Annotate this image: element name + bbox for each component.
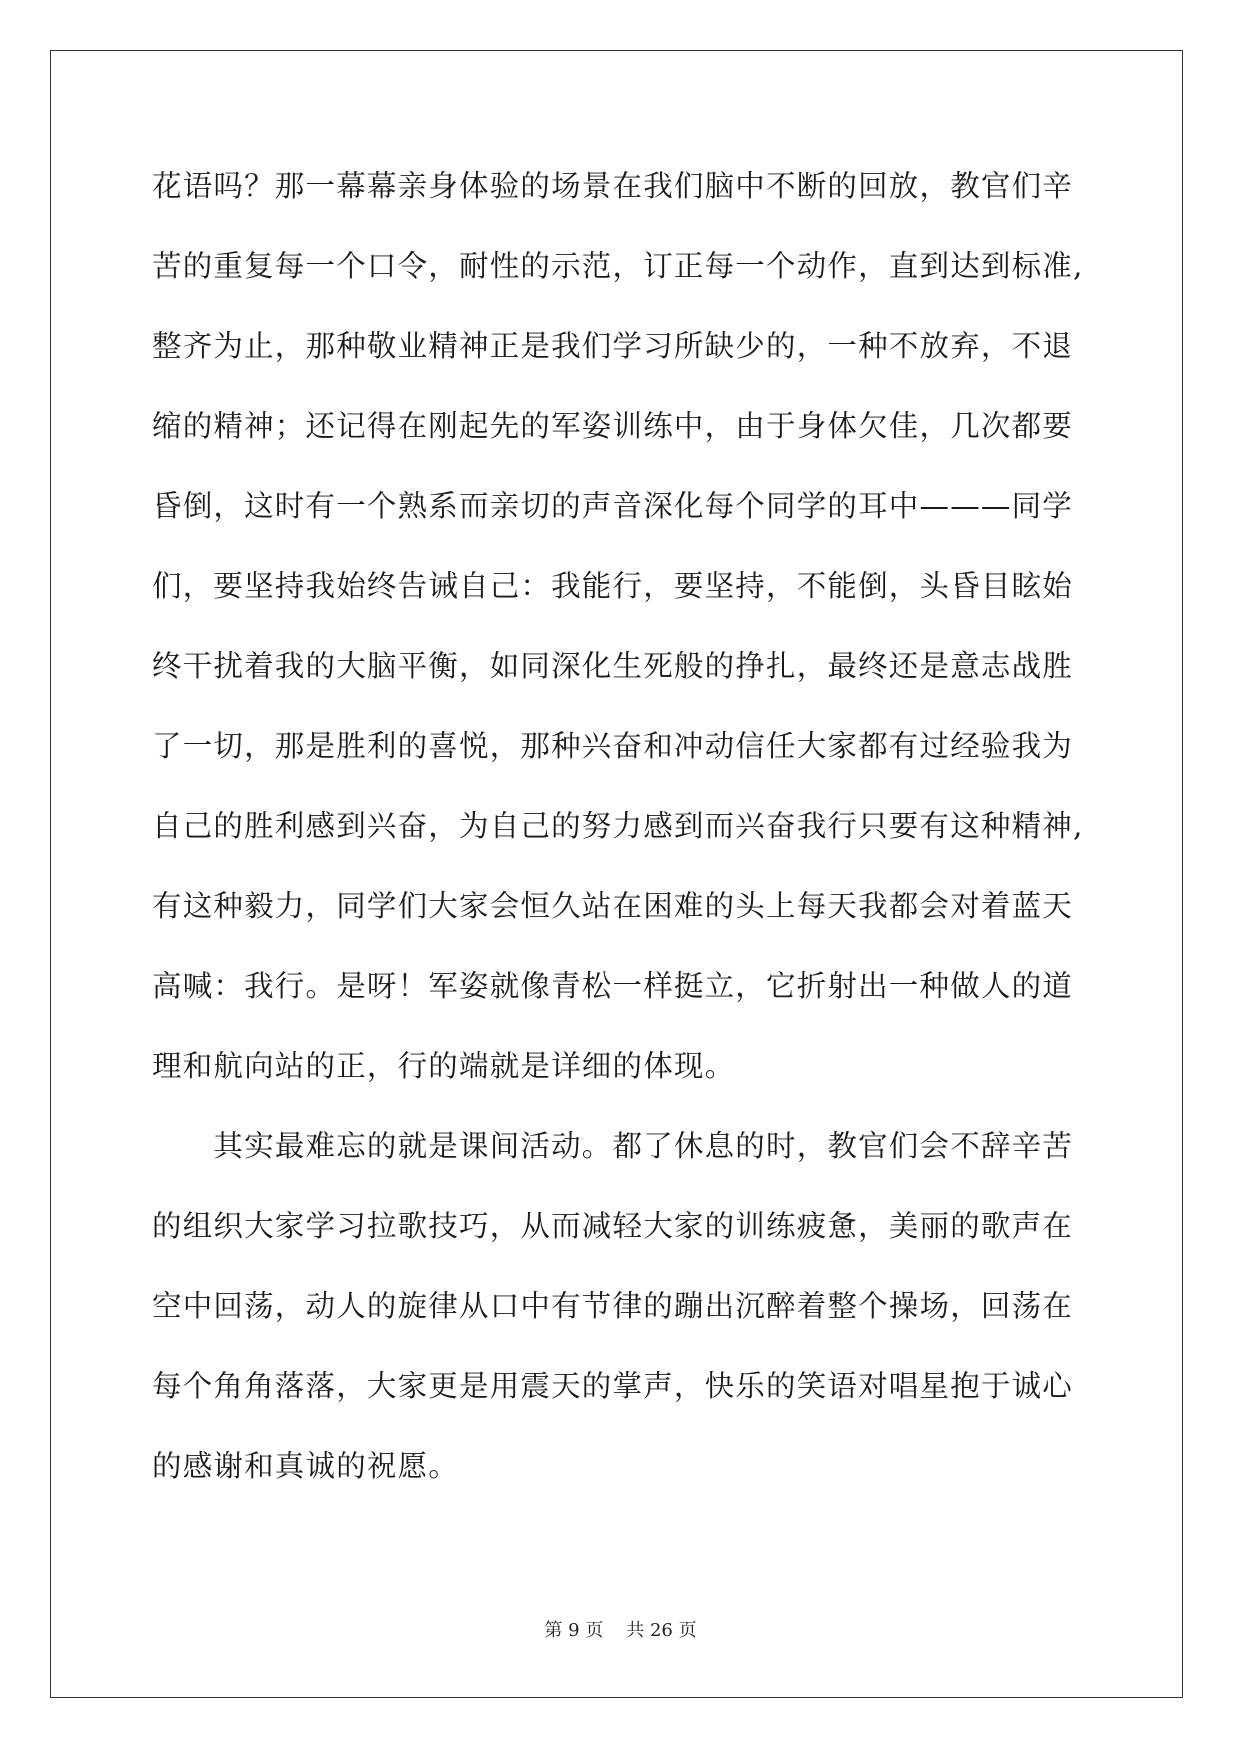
text-line: 苦的重复每一个口令，耐性的示范，订正每一个动作，直到达到标准,	[152, 249, 1084, 283]
text-line: 的感谢和真诚的祝愿。	[152, 1449, 460, 1483]
text-line: 终干扰着我的大脑平衡，如同深化生死般的挣扎，最终还是意志战胜	[152, 649, 1074, 683]
text-line: 理和航向站的正，行的端就是详细的体现。	[152, 1049, 736, 1083]
text-line: 了一切，那是胜利的喜悦，那种兴奋和冲动信任大家都有过经验我为	[152, 729, 1074, 763]
page-total: 共 26 页	[626, 1620, 697, 1641]
text-line: 缩的精神；还记得在刚起先的军姿训练中，由于身体欠佳，几次都要	[152, 409, 1074, 443]
page-number: 第 9 页	[544, 1620, 604, 1641]
text-line: 每个角角落落，大家更是用震天的掌声，快乐的笑语对唱星抱于诚心	[152, 1369, 1074, 1403]
text-line: 们，要坚持我始终告诫自己：我能行，要坚持，不能倒，头昏目眩始	[152, 569, 1074, 603]
text-line: 高喊：我行。是呀！军姿就像青松一样挺立，它折射出一种做人的道	[152, 969, 1074, 1003]
text-line: 整齐为止，那种敬业精神正是我们学习所缺少的，一种不放弃，不退	[152, 329, 1074, 363]
paragraph-start-line: 其实最难忘的就是课间活动。都了休息的时，教官们会不辞辛苦	[152, 1129, 1074, 1163]
text-line: 花语吗？那一幕幕亲身体验的场景在我们脑中不断的回放，教官们辛	[152, 169, 1074, 203]
text-line: 自己的胜利感到兴奋，为自己的努力感到而兴奋我行只要有这种精神,	[152, 809, 1084, 843]
text-line: 昏倒，这时有一个熟系而亲切的声音深化每个同学的耳中———同学	[152, 489, 1074, 523]
text-line: 空中回荡，动人的旋律从口中有节律的蹦出沉醉着整个操场，回荡在	[152, 1289, 1074, 1323]
text-line: 有这种毅力，同学们大家会恒久站在困难的头上每天我都会对着蓝天	[152, 889, 1074, 923]
document-body	[152, 161, 1092, 1521]
text-line: 的组织大家学习拉歌技巧，从而减轻大家的训练疲惫，美丽的歌声在	[152, 1209, 1074, 1243]
page-footer	[0, 1616, 1241, 1642]
